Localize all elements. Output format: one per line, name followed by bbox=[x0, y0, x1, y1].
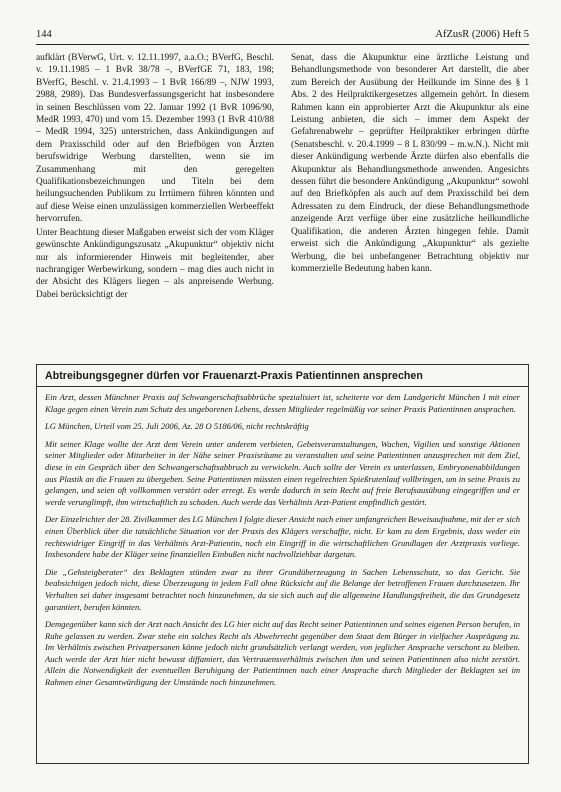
box-paragraph: Die „Gehsteigberater“ des Beklagten stünden zwar zu ihrer Grundüberzeugung in Sachen Lebensschutz, so das Gericht. Sie beabsichtigen jedoch nicht, diese Überzeugung in jedem Fall ohne Rücksicht auf die Belange der betroffenen Frauen durchzusetzen. Ihr Verhalten sei daher insgesamt betrachtet noch hinzunehmen, da sie sich auch auf die allgemeine Handlungsfreiheit, die das Grundgesetz garantiert, berufen könnten. bbox=[45, 566, 520, 612]
box-paragraph: Demgegenüber kann sich der Arzt nach Ansicht des LG hier nicht auf das Recht seiner Patientinnen und seines eigenen Person berufen, in Ruhe gelassen zu werden. Zwar stehe ein solches Recht als Abwehrrecht gegenüber dem Staat dem Bürger in vielfacher Ausprägung zu. Im Verhältnis zwischen Privatpersonen könne jedoch nicht grundsätzlich verlangt werden, von jeglicher Ansprache verschont zu bleiben. Auch werde der Arzt hier nicht bewusst diffamiert, das Vertrauensverhältnis zwischen ihm und seinen Patientinnen also nicht zerstört. Allein die Notwendigkeit der eventuellen Beruhigung der Patientinnen nach einer Ansprache durch Mitglieder der Beklagten sei im Rahmen einer Gesamtwürdigung der Umstände noch hinzunehmen. bbox=[45, 619, 520, 688]
box-citation: LG München, Urteil vom 25. Juli 2006, Az. 28 O 5186/06, nicht rechtskräftig bbox=[45, 421, 309, 432]
article-columns bbox=[36, 52, 529, 360]
right-paragraph: Senat, dass die Akupunktur eine ärztliche Leistung und Behandlungsmethode von besonderer Art darstellt, die aber zum Bereich der Ausübung der Heilkunde im Sinne des § 1 Abs. 2 des Heilpraktikergesetzes allgemein gehört. In diesem Rahmen kann ein approbierter Arzt die Akupunktur als eine Leistung anbieten, die sich – immer dem Aspekt der Gefahrenabwehr – geprüfter Heilpraktiker erbringen dürfte (Senatsbeschl. v. 20.4.1999 – 8 L 830/99 – m.w.N.). Nicht mit dieser Ankündigung werbende Ärzte dürfen also ebenfalls die Akupunktur als Behandlungsmethode anwenden. Angesichts dessen führt die besondere Ankündigung „Akupunktur“ sowohl auf den Briefköpfen als auch auf dem Praxisschild bei dem Adressaten zu dem Eindruck, der diese Behandlungsmethode anzeigende Arzt verfüge über eine zusätzliche heilkundliche Qualifikation, die anderen Ärzten hingegen fehle. Damit erweist sich die Ankündigung „Akupunktur“ als gezielte Werbung, die bei unbefangener Betrachtung objektiv nur kommerzielle Bedeutung haben kann. bbox=[291, 53, 529, 274]
box-title: Abtreibungsgegner dürfen vor Frauenarzt-Praxis Patientinnen ansprechen bbox=[45, 370, 423, 382]
header-rule bbox=[36, 44, 529, 45]
box-paragraph: Mit seiner Klage wollte der Arzt dem Verein unter anderem verbieten, Gebetsveranstaltungen, Wachen, Vigilien und sonstige Aktionen seiner Mitglieder oder Mitarbeiter in der Nähe seiner Praxisräume zu veranstalten und seine Patientinnen anzusprechen mit dem Ziel, diese in ein Gespräch über den Schwangerschaftsabbruch zu verwickeln. Auch sollte der Verein es unterlassen, Embryonenabbildungen aus Plastik an die Frauen zu übergeben. Seine Patientinnen müssten einen regelrechten Spießrutenlauf vollbringen, um in seine Praxis zu gelangen, und seien oft vollkommen verstört oder erregt. Es werde dadurch in sein Recht auf freie Berufsausübung eingegriffen und er werde verunglimpft, ihm wirtschaftlich zu schaden. Auch werde das Verhältnis Arzt-Patient empfindlich gestört. bbox=[45, 438, 520, 507]
news-box bbox=[36, 364, 529, 764]
journal-issue: AfZusR (2006) Heft 5 bbox=[435, 29, 529, 40]
left-paragraph: Unter Beachtung dieser Maßgaben erweist sich der vom Kläger gewünschte Ankündigungszusatz „Akupunktur“ objektiv nicht nur als informierender Hinweis mit begleitender, aber nachrangiger Werbewirkung, sondern – mag dies auch nicht in der Absicht des Klägers liegen – als anpreisende Werbung. Dabei berücksichtigt der bbox=[36, 227, 274, 300]
right-column bbox=[291, 52, 529, 275]
left-column bbox=[36, 52, 274, 301]
page-number: 144 bbox=[36, 29, 52, 40]
box-intro: Ein Arzt, dessen Münchner Praxis auf Schwangerschaftsabbrüche spezialisiert ist, scheiterte vor dem Landgericht München I mit einer Klage gegen einen Verein zum Schutz des ungeborenen Lebens, dessen Mitglieder regelmäßig vor seiner Praxis Patientinnen ansprachen. bbox=[45, 392, 520, 414]
box-paragraph: Der Einzelrichter der 28. Zivilkammer des LG München I folgte dieser Ansicht nach einer umfangreichen Beweisaufnahme, mit der er sich einen Überblick über die tatsächliche Situation vor der Praxis des Klägers verschaffte, nicht. Er kam zu dem Ergebnis, dass weder ein rechtswidriger Eingriff in das Verhältnis Arzt-Patientin, noch ein Eingriff in die wirtschaftlichen Grundlagen der Arztpraxis vorliege. Insbesondere habe der Kläger seine finanziellen Einbußen nicht nachvollziehbar dargetan. bbox=[45, 514, 520, 560]
page-header bbox=[36, 28, 529, 42]
box-title-rule bbox=[37, 386, 528, 387]
left-paragraph: aufklärt (BVerwG, Urt. v. 12.11.1997, a.a.O.; BVerfG, Beschl. v. 19.11.1985 – 1 BvR 38/78 –, BVerfGE 71, 183, 198; BVerfG, Beschl. v. 21.4.1993 – 1 BvR 166/89 –, NJW 1993, 2988, 2989). Das Bundesverfassungsgericht hat insbesondere in seinen Beschlüssen vom 22. Januar 1992 (1 BvR 1096/90, MedR 1993, 470) und vom 15. Dezember 1993 (1 BvR 410/88 – MedR 1994, 325) unterstrichen, dass Ankündigungen auf dem Praxisschild oder auf den Briefbögen von Ärzten berufswidrige Werbung darstellten, wenn sie im Zusammenhang mit den geregelten Qualifikationsbezeichnungen und Titeln bei dem heilungsuchenden Publikum zu Irrtümern führen könnten und auf diese Weise einen unzulässigen kommerziellen Werbeeffekt hervorrufen. bbox=[36, 53, 274, 225]
